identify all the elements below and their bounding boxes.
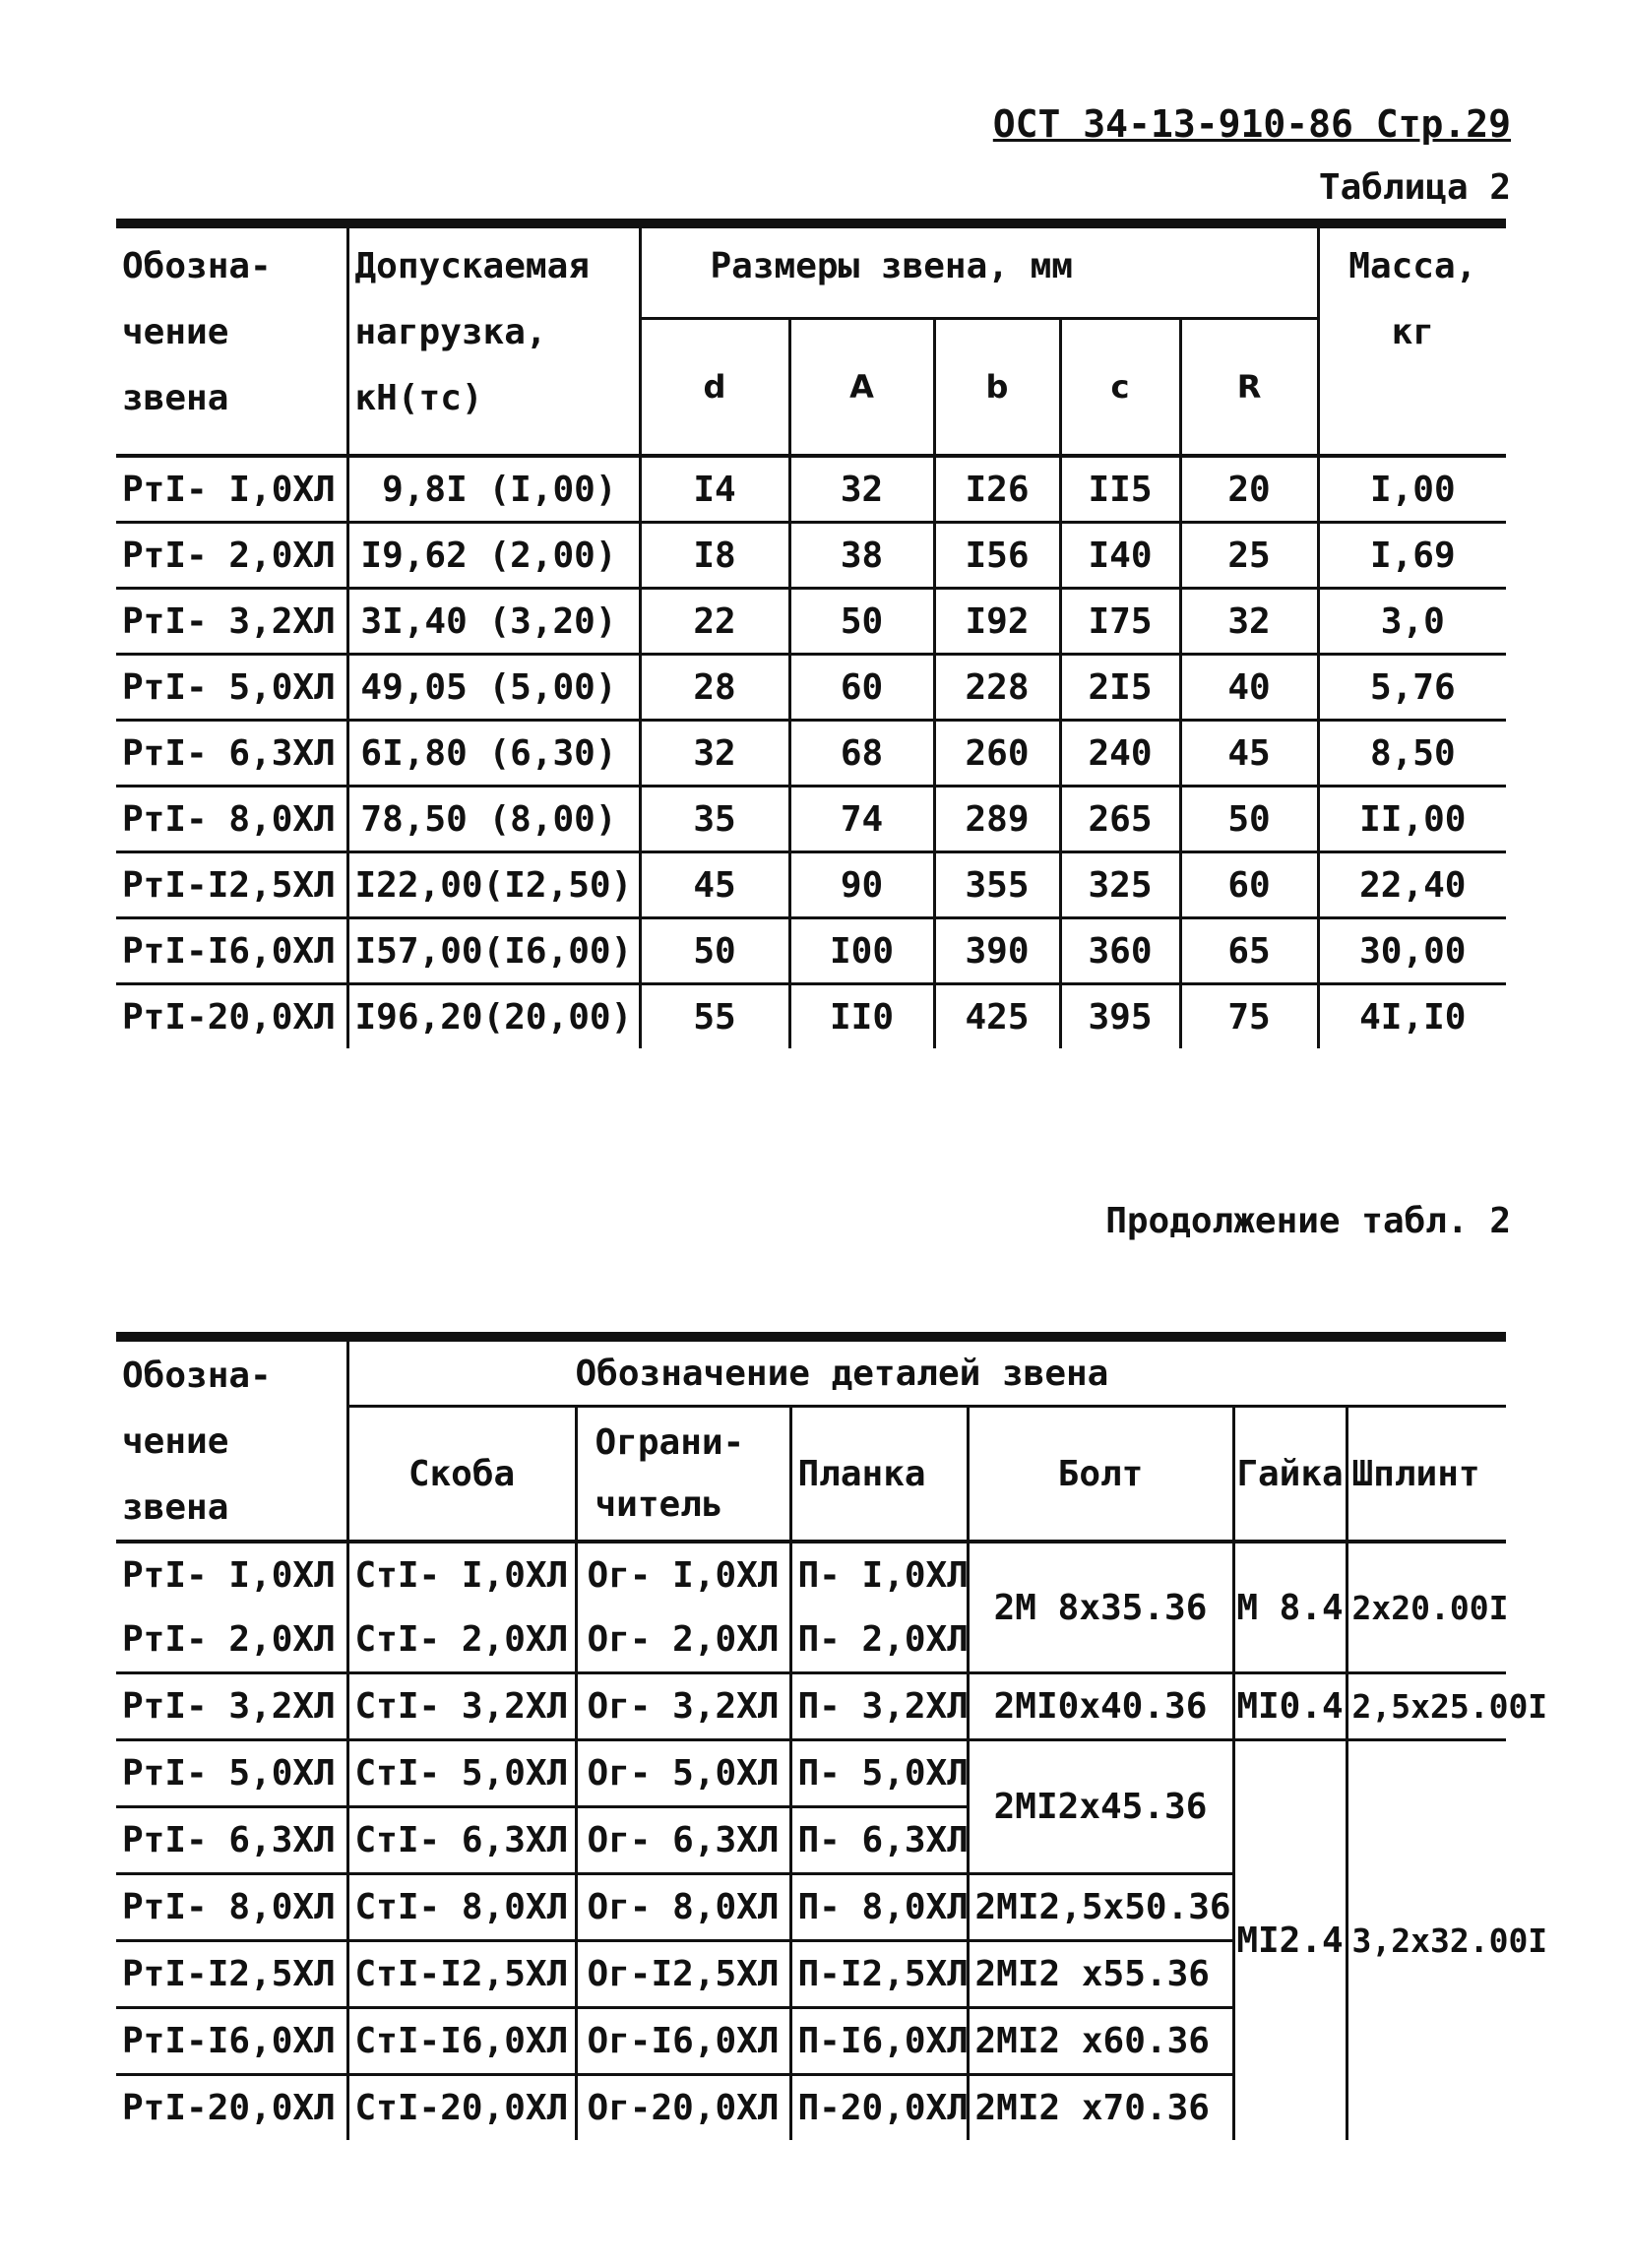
row-limiter: Ог-20,0ХЛ <box>576 2075 790 2141</box>
header-limiter: Ограни- читель <box>576 1407 790 1543</box>
header-r: R <box>1180 319 1318 457</box>
row-plate: П- 5,0ХЛ <box>790 1740 968 1807</box>
row-plate: П-I2,5ХЛ <box>790 1941 968 2008</box>
row-plate: П- I,0ХЛ <box>790 1542 968 1607</box>
cell-mass: 5,76 <box>1318 655 1506 721</box>
cell-load: 6I,80 (6,30) <box>347 721 640 787</box>
row-limiter: Ог- I,0ХЛ <box>576 1542 790 1607</box>
cell-des: РтI- I,0ХЛ <box>116 456 347 523</box>
cell-d: 45 <box>640 852 789 918</box>
row-bracket: СтI- 8,0ХЛ <box>347 1874 576 1941</box>
row-limiter: Ог- 8,0ХЛ <box>576 1874 790 1941</box>
table-row <box>116 721 1506 787</box>
cell-mass: I,00 <box>1318 456 1506 523</box>
nut-cell: М 8.4 <box>1233 1542 1347 1673</box>
row-plate: П-I6,0ХЛ <box>790 2008 968 2075</box>
row-plate: П- 8,0ХЛ <box>790 1874 968 1941</box>
cell-b: 228 <box>934 655 1060 721</box>
header-c: c <box>1060 319 1180 457</box>
row-designation: РтI- I,0ХЛ <box>122 1555 336 1596</box>
row-designation: РтI- 5,0ХЛ <box>116 1740 347 1807</box>
cell-c: I75 <box>1060 589 1180 655</box>
header-pin: Шплинт <box>1347 1407 1506 1543</box>
cell-b: 355 <box>934 852 1060 918</box>
cell-d: 28 <box>640 655 789 721</box>
cell-des: РтI- 8,0ХЛ <box>116 787 347 852</box>
cell-d: 22 <box>640 589 789 655</box>
header-details: Обозначение деталей звена <box>347 1337 1506 1407</box>
row-designation: РтI-I2,5ХЛ <box>116 1941 347 2008</box>
continuation-caption: Продолжение табл. 2 <box>1105 1201 1511 1241</box>
cell-des: РтI- 3,2ХЛ <box>116 589 347 655</box>
cell-r: 75 <box>1180 984 1318 1049</box>
row-limiter: Ог- 3,2ХЛ <box>576 1673 790 1740</box>
cell-r: 25 <box>1180 523 1318 589</box>
cell-des: РтI-I6,0ХЛ <box>116 918 347 984</box>
table-row <box>116 456 1506 523</box>
row-bracket: СтI- 6,3ХЛ <box>347 1807 576 1874</box>
header-a: A <box>789 319 934 457</box>
header-load: Допускаемая нагрузка, кН(тс) <box>347 223 640 456</box>
row-limiter: Ог-I6,0ХЛ <box>576 2008 790 2075</box>
cell-a: 90 <box>789 852 934 918</box>
cell-d: 35 <box>640 787 789 852</box>
header-mass: Масса, кг <box>1318 223 1506 456</box>
cell-d: 55 <box>640 984 789 1049</box>
bolt-cell: 2МI0х40.36 <box>968 1673 1233 1740</box>
cell-load: I9,62 (2,00) <box>347 523 640 589</box>
cell-mass: 3,0 <box>1318 589 1506 655</box>
header-b: b <box>934 319 1060 457</box>
table-caption: Таблица 2 <box>1318 167 1511 208</box>
cell-c: 2I5 <box>1060 655 1180 721</box>
cell-load: I57,00(I6,00) <box>347 918 640 984</box>
bolt-cell: 2МI2 х60.36 <box>968 2008 1233 2075</box>
cell-load: 9,8I (I,00) <box>347 456 640 523</box>
cell-r: 40 <box>1180 655 1318 721</box>
cell-c: 360 <box>1060 918 1180 984</box>
cell-d: I4 <box>640 456 789 523</box>
header-bolt: Болт <box>968 1407 1233 1543</box>
row-designation: РтI-20,0ХЛ <box>122 2088 336 2128</box>
cell-des: РтI-20,0ХЛ <box>122 996 336 1038</box>
header-bracket: Скоба <box>347 1407 576 1543</box>
header-designation: Обозна- чение звена <box>116 223 347 456</box>
bolt-cell: 2МI2 х70.36 <box>968 2075 1233 2141</box>
row-bracket: СтI-20,0ХЛ <box>347 2075 576 2141</box>
cell-r: 20 <box>1180 456 1318 523</box>
row-limiter: Ог- 2,0ХЛ <box>576 1607 790 1673</box>
cell-r: 45 <box>1180 721 1318 787</box>
header-d: d <box>640 319 789 457</box>
row-plate: П- 6,3ХЛ <box>790 1807 968 1874</box>
cell-des: РтI-I2,5ХЛ <box>116 852 347 918</box>
header-plate: Планка <box>790 1407 968 1543</box>
cell-r: 60 <box>1180 852 1318 918</box>
pin-cell: 2,5х25.00I <box>1347 1673 1506 1740</box>
header-designation: Обозна- чение звена <box>116 1337 347 1542</box>
row-bracket: СтI-I6,0ХЛ <box>347 2008 576 2075</box>
cell-c: I40 <box>1060 523 1180 589</box>
cell-d: 50 <box>640 918 789 984</box>
cell-mass: 22,40 <box>1318 852 1506 918</box>
cell-load: 3I,40 (3,20) <box>347 589 640 655</box>
table-row <box>116 918 1506 984</box>
cell-a: 74 <box>789 787 934 852</box>
cell-a: 60 <box>789 655 934 721</box>
cell-a: 32 <box>789 456 934 523</box>
cell-b: 260 <box>934 721 1060 787</box>
cell-mass: 30,00 <box>1318 918 1506 984</box>
row-bracket: СтI- 2,0ХЛ <box>347 1607 576 1673</box>
cell-des: РтI- 5,0ХЛ <box>116 655 347 721</box>
row-limiter: Ог- 6,3ХЛ <box>576 1807 790 1874</box>
cell-a: II0 <box>789 984 934 1049</box>
cell-b: 390 <box>934 918 1060 984</box>
cell-des: РтI- 2,0ХЛ <box>116 523 347 589</box>
cell-mass: I,69 <box>1318 523 1506 589</box>
row-bracket: СтI- I,0ХЛ <box>347 1542 576 1607</box>
cell-c: 395 <box>1060 984 1180 1049</box>
table-row <box>116 852 1506 918</box>
row-designation: РтI- 8,0ХЛ <box>116 1874 347 1941</box>
row-bracket: СтI- 5,0ХЛ <box>347 1740 576 1807</box>
cell-b: I56 <box>934 523 1060 589</box>
row-bracket: СтI- 3,2ХЛ <box>347 1673 576 1740</box>
cell-des: РтI- 6,3ХЛ <box>116 721 347 787</box>
table-row <box>116 523 1506 589</box>
row-plate: П-20,0ХЛ <box>790 2075 968 2141</box>
cell-a: I00 <box>789 918 934 984</box>
table-row <box>116 787 1506 852</box>
cell-a: 50 <box>789 589 934 655</box>
row-limiter: Ог-I2,5ХЛ <box>576 1941 790 2008</box>
cell-mass: 4I,I0 <box>1318 984 1506 1049</box>
cell-load: I22,00(I2,50) <box>347 852 640 918</box>
row-plate: П- 2,0ХЛ <box>790 1607 968 1673</box>
cell-b: 425 <box>934 984 1060 1049</box>
cell-c: 325 <box>1060 852 1180 918</box>
cell-load: 49,05 (5,00) <box>347 655 640 721</box>
cell-a: 68 <box>789 721 934 787</box>
row-limiter: Ог- 5,0ХЛ <box>576 1740 790 1807</box>
row-designation: РтI- 2,0ХЛ <box>116 1607 347 1673</box>
cell-r: 65 <box>1180 918 1318 984</box>
bolt-cell: 2МI2,5х50.36 <box>968 1874 1233 1941</box>
row-plate: П- 3,2ХЛ <box>790 1673 968 1740</box>
cell-load: I96,20(20,00) <box>347 984 640 1049</box>
cell-mass: 8,50 <box>1318 721 1506 787</box>
cell-c: II5 <box>1060 456 1180 523</box>
bolt-cell: 2М 8х35.36 <box>968 1542 1233 1673</box>
pin-cell: 3,2х32.00I <box>1347 1740 1506 2141</box>
nut-cell: МI0.4 <box>1233 1673 1347 1740</box>
nut-cell: МI2.4 <box>1233 1740 1347 2141</box>
row-bracket: СтI-I2,5ХЛ <box>347 1941 576 2008</box>
bolt-cell: 2МI2 х55.36 <box>968 1941 1233 2008</box>
cell-b: I26 <box>934 456 1060 523</box>
table-row <box>116 655 1506 721</box>
cell-b: 289 <box>934 787 1060 852</box>
row-designation: РтI- 3,2ХЛ <box>116 1673 347 1740</box>
pin-cell: 2х20.00I <box>1347 1542 1506 1673</box>
table-row <box>116 984 1506 1049</box>
cell-d: I8 <box>640 523 789 589</box>
cell-load: 78,50 (8,00) <box>347 787 640 852</box>
document-code: ОСТ 34-13-910-86 Стр.29 <box>992 102 1511 146</box>
cell-b: I92 <box>934 589 1060 655</box>
row-designation: РтI- 6,3ХЛ <box>116 1807 347 1874</box>
table-row <box>116 589 1506 655</box>
cell-mass: II,00 <box>1318 787 1506 852</box>
links-dimensions-table <box>116 219 1506 1048</box>
cell-r: 32 <box>1180 589 1318 655</box>
header-sizes: Размеры звена, мм <box>640 223 1318 319</box>
cell-r: 50 <box>1180 787 1318 852</box>
row-designation: РтI-I6,0ХЛ <box>116 2008 347 2075</box>
header-nut: Гайка <box>1233 1407 1347 1543</box>
cell-c: 265 <box>1060 787 1180 852</box>
cell-d: 32 <box>640 721 789 787</box>
cell-c: 240 <box>1060 721 1180 787</box>
cell-a: 38 <box>789 523 934 589</box>
bolt-cell: 2МI2х45.36 <box>968 1740 1233 1874</box>
links-parts-table <box>116 1332 1548 2140</box>
